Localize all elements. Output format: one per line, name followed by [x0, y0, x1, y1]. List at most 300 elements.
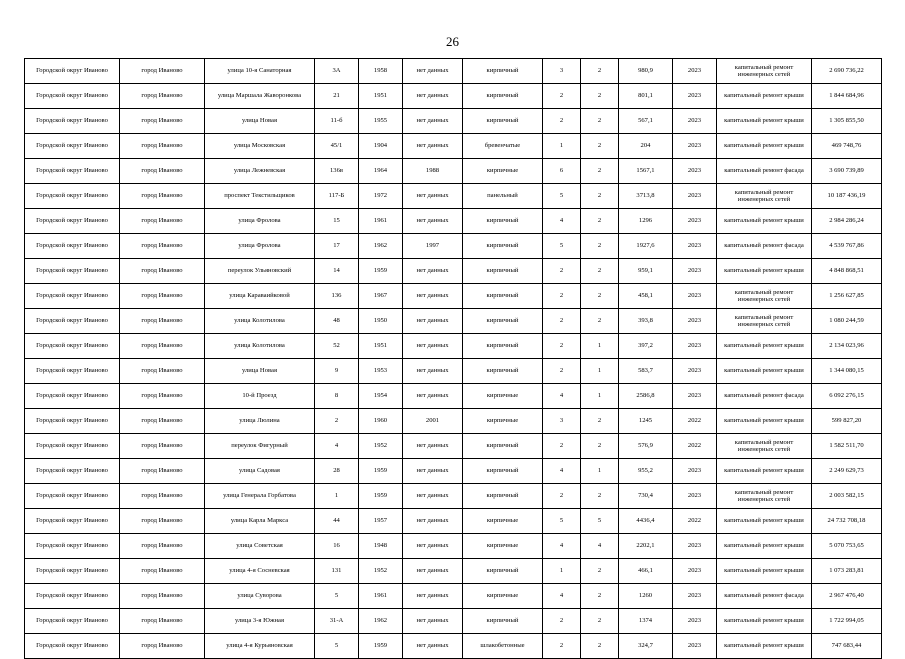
- year-built-cell: 1972: [359, 184, 403, 209]
- settlement-cell: город Иваново: [120, 434, 205, 459]
- district-cell: Городской округ Иваново: [25, 584, 120, 609]
- district-cell: Городской округ Иваново: [25, 434, 120, 459]
- last-repair-year-cell: нет данных: [403, 484, 463, 509]
- work-type-cell: капитальный ремонт инженерных сетей: [717, 434, 812, 459]
- cost-cell: 1 582 511,70: [812, 434, 882, 459]
- repair-year-cell: 2023: [673, 159, 717, 184]
- entrances-cell: 2: [581, 109, 619, 134]
- settlement-cell: город Иваново: [120, 609, 205, 634]
- settlement-cell: город Иваново: [120, 184, 205, 209]
- floors-cell: 3: [543, 59, 581, 84]
- repair-year-cell: 2023: [673, 534, 717, 559]
- cost-cell: 24 732 708,18: [812, 509, 882, 534]
- entrances-cell: 2: [581, 434, 619, 459]
- cost-cell: 1 344 080,15: [812, 359, 882, 384]
- entrances-cell: 2: [581, 184, 619, 209]
- table-row: [25, 584, 882, 609]
- page-number: 26: [446, 34, 459, 49]
- work-type-cell: капитальный ремонт фасада: [717, 584, 812, 609]
- wall-material-cell: кирпичный: [463, 209, 543, 234]
- work-type-cell: капитальный ремонт фасада: [717, 384, 812, 409]
- district-cell: Городской округ Иваново: [25, 234, 120, 259]
- cost-cell: 1 722 994,05: [812, 609, 882, 634]
- settlement-cell: город Иваново: [120, 259, 205, 284]
- settlement-cell: город Иваново: [120, 484, 205, 509]
- entrances-cell: 1: [581, 384, 619, 409]
- last-repair-year-cell: нет данных: [403, 584, 463, 609]
- entrances-cell: 2: [581, 159, 619, 184]
- entrances-cell: 4: [581, 534, 619, 559]
- table-row: [25, 134, 882, 159]
- floors-cell: 2: [543, 359, 581, 384]
- floors-cell: 2: [543, 434, 581, 459]
- last-repair-year-cell: нет данных: [403, 434, 463, 459]
- year-built-cell: 1955: [359, 109, 403, 134]
- area-cell: 1567,1: [619, 159, 673, 184]
- house-number-cell: 17: [315, 234, 359, 259]
- table-row: [25, 409, 882, 434]
- street-cell: улица Фролова: [205, 209, 315, 234]
- street-cell: проспект Текстильщиков: [205, 184, 315, 209]
- cost-cell: 2 690 736,22: [812, 59, 882, 84]
- wall-material-cell: кирпичный: [463, 59, 543, 84]
- year-built-cell: 1954: [359, 384, 403, 409]
- table-row: [25, 334, 882, 359]
- area-cell: 466,1: [619, 559, 673, 584]
- area-cell: 1296: [619, 209, 673, 234]
- entrances-cell: 1: [581, 459, 619, 484]
- table-row: [25, 359, 882, 384]
- repair-year-cell: 2022: [673, 509, 717, 534]
- work-type-cell: капитальный ремонт крыши: [717, 559, 812, 584]
- floors-cell: 2: [543, 609, 581, 634]
- wall-material-cell: кирпичный: [463, 84, 543, 109]
- area-cell: 2586,8: [619, 384, 673, 409]
- street-cell: улица Маршала Жаворонкова: [205, 84, 315, 109]
- district-cell: Городской округ Иваново: [25, 309, 120, 334]
- table-row: [25, 434, 882, 459]
- work-type-cell: капитальный ремонт крыши: [717, 134, 812, 159]
- entrances-cell: 1: [581, 359, 619, 384]
- table-row: [25, 184, 882, 209]
- floors-cell: 2: [543, 284, 581, 309]
- settlement-cell: город Иваново: [120, 134, 205, 159]
- district-cell: Городской округ Иваново: [25, 534, 120, 559]
- cost-cell: 747 683,44: [812, 634, 882, 659]
- cost-cell: 1 073 283,81: [812, 559, 882, 584]
- table-body: [25, 59, 882, 659]
- house-number-cell: 21: [315, 84, 359, 109]
- work-type-cell: капитальный ремонт крыши: [717, 109, 812, 134]
- entrances-cell: 2: [581, 609, 619, 634]
- settlement-cell: город Иваново: [120, 159, 205, 184]
- last-repair-year-cell: нет данных: [403, 309, 463, 334]
- work-type-cell: капитальный ремонт инженерных сетей: [717, 184, 812, 209]
- street-cell: переулок Фигурный: [205, 434, 315, 459]
- capital-repair-table: [24, 58, 882, 659]
- year-built-cell: 1962: [359, 609, 403, 634]
- work-type-cell: капитальный ремонт крыши: [717, 359, 812, 384]
- wall-material-cell: кирпичный: [463, 434, 543, 459]
- area-cell: 1260: [619, 584, 673, 609]
- settlement-cell: город Иваново: [120, 459, 205, 484]
- floors-cell: 2: [543, 84, 581, 109]
- settlement-cell: город Иваново: [120, 359, 205, 384]
- repair-year-cell: 2023: [673, 559, 717, 584]
- work-type-cell: капитальный ремонт инженерных сетей: [717, 59, 812, 84]
- wall-material-cell: кирпичные: [463, 409, 543, 434]
- repair-year-cell: 2023: [673, 334, 717, 359]
- year-built-cell: 1958: [359, 59, 403, 84]
- year-built-cell: 1959: [359, 459, 403, 484]
- last-repair-year-cell: нет данных: [403, 84, 463, 109]
- repair-year-cell: 2023: [673, 359, 717, 384]
- area-cell: 4436,4: [619, 509, 673, 534]
- area-cell: 583,7: [619, 359, 673, 384]
- work-type-cell: капитальный ремонт крыши: [717, 634, 812, 659]
- year-built-cell: 1967: [359, 284, 403, 309]
- table-row: [25, 259, 882, 284]
- settlement-cell: город Иваново: [120, 559, 205, 584]
- last-repair-year-cell: нет данных: [403, 259, 463, 284]
- entrances-cell: 2: [581, 284, 619, 309]
- table-row: [25, 209, 882, 234]
- wall-material-cell: кирпичный: [463, 309, 543, 334]
- repair-year-cell: 2023: [673, 234, 717, 259]
- settlement-cell: город Иваново: [120, 634, 205, 659]
- cost-cell: 1 305 855,50: [812, 109, 882, 134]
- year-built-cell: 1961: [359, 584, 403, 609]
- wall-material-cell: панельный: [463, 184, 543, 209]
- street-cell: улица Московская: [205, 134, 315, 159]
- table-row: [25, 109, 882, 134]
- work-type-cell: капитальный ремонт крыши: [717, 459, 812, 484]
- area-cell: 959,1: [619, 259, 673, 284]
- year-built-cell: 1950: [359, 309, 403, 334]
- last-repair-year-cell: нет данных: [403, 209, 463, 234]
- house-number-cell: 9: [315, 359, 359, 384]
- floors-cell: 2: [543, 634, 581, 659]
- floors-cell: 4: [543, 459, 581, 484]
- street-cell: улица Колотилова: [205, 309, 315, 334]
- floors-cell: 6: [543, 159, 581, 184]
- house-number-cell: 8: [315, 384, 359, 409]
- entrances-cell: 2: [581, 259, 619, 284]
- cost-cell: 3 690 739,89: [812, 159, 882, 184]
- street-cell: переулок Ульяновский: [205, 259, 315, 284]
- settlement-cell: город Иваново: [120, 209, 205, 234]
- street-cell: улица Суворова: [205, 584, 315, 609]
- district-cell: Городской округ Иваново: [25, 634, 120, 659]
- house-number-cell: 4: [315, 434, 359, 459]
- floors-cell: 4: [543, 584, 581, 609]
- table-row: [25, 159, 882, 184]
- district-cell: Городской округ Иваново: [25, 409, 120, 434]
- settlement-cell: город Иваново: [120, 409, 205, 434]
- year-built-cell: 1948: [359, 534, 403, 559]
- house-number-cell: 1: [315, 484, 359, 509]
- settlement-cell: город Иваново: [120, 534, 205, 559]
- district-cell: Городской округ Иваново: [25, 509, 120, 534]
- repair-year-cell: 2023: [673, 384, 717, 409]
- street-cell: улица Карла Маркса: [205, 509, 315, 534]
- wall-material-cell: кирпичный: [463, 109, 543, 134]
- street-cell: улица Новая: [205, 109, 315, 134]
- repair-year-cell: 2023: [673, 459, 717, 484]
- district-cell: Городской округ Иваново: [25, 259, 120, 284]
- cost-cell: 10 187 436,19: [812, 184, 882, 209]
- wall-material-cell: кирпичный: [463, 609, 543, 634]
- table-row: [25, 284, 882, 309]
- year-built-cell: 1953: [359, 359, 403, 384]
- entrances-cell: 2: [581, 559, 619, 584]
- work-type-cell: капитальный ремонт крыши: [717, 409, 812, 434]
- last-repair-year-cell: нет данных: [403, 559, 463, 584]
- floors-cell: 4: [543, 534, 581, 559]
- area-cell: 980,9: [619, 59, 673, 84]
- settlement-cell: город Иваново: [120, 509, 205, 534]
- street-cell: улица Колотилова: [205, 334, 315, 359]
- street-cell: улица 4-я Сосневская: [205, 559, 315, 584]
- street-cell: улица Караваийковой: [205, 284, 315, 309]
- work-type-cell: капитальный ремонт крыши: [717, 509, 812, 534]
- table-row: [25, 534, 882, 559]
- entrances-cell: 1: [581, 334, 619, 359]
- street-cell: улица 10-я Санаторная: [205, 59, 315, 84]
- work-type-cell: капитальный ремонт крыши: [717, 84, 812, 109]
- cost-cell: 5 070 753,65: [812, 534, 882, 559]
- work-type-cell: капитальный ремонт крыши: [717, 534, 812, 559]
- floors-cell: 2: [543, 334, 581, 359]
- floors-cell: 4: [543, 384, 581, 409]
- cost-cell: 469 748,76: [812, 134, 882, 159]
- floors-cell: 2: [543, 309, 581, 334]
- floors-cell: 1: [543, 134, 581, 159]
- floors-cell: 2: [543, 109, 581, 134]
- settlement-cell: город Иваново: [120, 384, 205, 409]
- table-row: [25, 309, 882, 334]
- wall-material-cell: кирпичный: [463, 459, 543, 484]
- cost-cell: 1 256 627,85: [812, 284, 882, 309]
- cost-cell: 2 984 286,24: [812, 209, 882, 234]
- entrances-cell: 2: [581, 134, 619, 159]
- wall-material-cell: кирпичные: [463, 584, 543, 609]
- house-number-cell: 2: [315, 409, 359, 434]
- settlement-cell: город Иваново: [120, 584, 205, 609]
- repair-year-cell: 2023: [673, 309, 717, 334]
- last-repair-year-cell: нет данных: [403, 359, 463, 384]
- wall-material-cell: кирпичные: [463, 534, 543, 559]
- street-cell: улица Советская: [205, 534, 315, 559]
- house-number-cell: 5: [315, 584, 359, 609]
- district-cell: Городской округ Иваново: [25, 159, 120, 184]
- floors-cell: 2: [543, 484, 581, 509]
- area-cell: 204: [619, 134, 673, 159]
- repair-year-cell: 2023: [673, 584, 717, 609]
- wall-material-cell: шлакобетонные: [463, 634, 543, 659]
- entrances-cell: 2: [581, 584, 619, 609]
- work-type-cell: капитальный ремонт крыши: [717, 209, 812, 234]
- last-repair-year-cell: 2001: [403, 409, 463, 434]
- street-cell: улица Лежневская: [205, 159, 315, 184]
- house-number-cell: 5: [315, 634, 359, 659]
- district-cell: Городской округ Иваново: [25, 184, 120, 209]
- house-number-cell: 52: [315, 334, 359, 359]
- repair-year-cell: 2023: [673, 109, 717, 134]
- house-number-cell: 136: [315, 284, 359, 309]
- district-cell: Городской округ Иваново: [25, 109, 120, 134]
- table-row: [25, 234, 882, 259]
- year-built-cell: 1951: [359, 84, 403, 109]
- area-cell: 730,4: [619, 484, 673, 509]
- entrances-cell: 2: [581, 484, 619, 509]
- last-repair-year-cell: нет данных: [403, 334, 463, 359]
- district-cell: Городской округ Иваново: [25, 384, 120, 409]
- district-cell: Городской округ Иваново: [25, 209, 120, 234]
- area-cell: 801,1: [619, 84, 673, 109]
- cost-cell: 1 080 244,59: [812, 309, 882, 334]
- wall-material-cell: бревенчатые: [463, 134, 543, 159]
- table-row: [25, 384, 882, 409]
- cost-cell: 1 844 684,96: [812, 84, 882, 109]
- repair-year-cell: 2023: [673, 284, 717, 309]
- year-built-cell: 1959: [359, 634, 403, 659]
- work-type-cell: капитальный ремонт инженерных сетей: [717, 484, 812, 509]
- last-repair-year-cell: нет данных: [403, 384, 463, 409]
- table-row: [25, 609, 882, 634]
- repair-year-cell: 2023: [673, 634, 717, 659]
- wall-material-cell: кирпичный: [463, 259, 543, 284]
- cost-cell: 2 134 023,96: [812, 334, 882, 359]
- cost-cell: 6 092 276,15: [812, 384, 882, 409]
- table-row: [25, 509, 882, 534]
- area-cell: 393,8: [619, 309, 673, 334]
- wall-material-cell: кирпичные: [463, 509, 543, 534]
- last-repair-year-cell: нет данных: [403, 459, 463, 484]
- wall-material-cell: кирпичные: [463, 159, 543, 184]
- area-cell: 458,1: [619, 284, 673, 309]
- table-row: [25, 484, 882, 509]
- district-cell: Городской округ Иваново: [25, 559, 120, 584]
- wall-material-cell: кирпичный: [463, 334, 543, 359]
- work-type-cell: капитальный ремонт инженерных сетей: [717, 284, 812, 309]
- street-cell: 10-й Проезд: [205, 384, 315, 409]
- work-type-cell: капитальный ремонт инженерных сетей: [717, 309, 812, 334]
- table-row: [25, 459, 882, 484]
- settlement-cell: город Иваново: [120, 234, 205, 259]
- last-repair-year-cell: нет данных: [403, 534, 463, 559]
- repair-year-cell: 2023: [673, 484, 717, 509]
- work-type-cell: капитальный ремонт крыши: [717, 334, 812, 359]
- entrances-cell: 2: [581, 209, 619, 234]
- floors-cell: 2: [543, 259, 581, 284]
- street-cell: улица Фролова: [205, 234, 315, 259]
- table-row: [25, 59, 882, 84]
- year-built-cell: 1952: [359, 434, 403, 459]
- district-cell: Городской округ Иваново: [25, 459, 120, 484]
- cost-cell: 599 827,20: [812, 409, 882, 434]
- wall-material-cell: кирпичные: [463, 384, 543, 409]
- cost-cell: 2 003 582,15: [812, 484, 882, 509]
- repair-year-cell: 2023: [673, 609, 717, 634]
- repair-year-cell: 2022: [673, 409, 717, 434]
- settlement-cell: город Иваново: [120, 59, 205, 84]
- wall-material-cell: кирпичный: [463, 359, 543, 384]
- last-repair-year-cell: 1997: [403, 234, 463, 259]
- wall-material-cell: кирпичный: [463, 484, 543, 509]
- area-cell: 1374: [619, 609, 673, 634]
- cost-cell: 4 539 767,86: [812, 234, 882, 259]
- settlement-cell: город Иваново: [120, 284, 205, 309]
- house-number-cell: 44: [315, 509, 359, 534]
- last-repair-year-cell: нет данных: [403, 134, 463, 159]
- cost-cell: 2 249 629,73: [812, 459, 882, 484]
- year-built-cell: 1904: [359, 134, 403, 159]
- house-number-cell: 31-А: [315, 609, 359, 634]
- district-cell: Городской округ Иваново: [25, 334, 120, 359]
- floors-cell: 5: [543, 184, 581, 209]
- area-cell: 567,1: [619, 109, 673, 134]
- district-cell: Городской округ Иваново: [25, 59, 120, 84]
- entrances-cell: 2: [581, 309, 619, 334]
- last-repair-year-cell: нет данных: [403, 109, 463, 134]
- repair-year-cell: 2023: [673, 84, 717, 109]
- house-number-cell: 45/1: [315, 134, 359, 159]
- street-cell: улица Генерала Горбатова: [205, 484, 315, 509]
- house-number-cell: 28: [315, 459, 359, 484]
- house-number-cell: 16: [315, 534, 359, 559]
- floors-cell: 5: [543, 234, 581, 259]
- area-cell: 397,2: [619, 334, 673, 359]
- year-built-cell: 1952: [359, 559, 403, 584]
- floors-cell: 3: [543, 409, 581, 434]
- entrances-cell: 2: [581, 59, 619, 84]
- settlement-cell: город Иваново: [120, 84, 205, 109]
- house-number-cell: 15: [315, 209, 359, 234]
- area-cell: 955,2: [619, 459, 673, 484]
- settlement-cell: город Иваново: [120, 334, 205, 359]
- entrances-cell: 2: [581, 84, 619, 109]
- last-repair-year-cell: нет данных: [403, 634, 463, 659]
- year-built-cell: 1964: [359, 159, 403, 184]
- house-number-cell: 117-Б: [315, 184, 359, 209]
- last-repair-year-cell: нет данных: [403, 184, 463, 209]
- repair-year-cell: 2022: [673, 434, 717, 459]
- area-cell: 3713,8: [619, 184, 673, 209]
- wall-material-cell: кирпичный: [463, 284, 543, 309]
- year-built-cell: 1962: [359, 234, 403, 259]
- entrances-cell: 2: [581, 234, 619, 259]
- entrances-cell: 5: [581, 509, 619, 534]
- wall-material-cell: кирпичный: [463, 234, 543, 259]
- capital-repair-table-container: [24, 58, 881, 659]
- house-number-cell: 11-б: [315, 109, 359, 134]
- repair-year-cell: 2023: [673, 134, 717, 159]
- area-cell: 2202,1: [619, 534, 673, 559]
- street-cell: улица 3-я Южная: [205, 609, 315, 634]
- floors-cell: 5: [543, 509, 581, 534]
- last-repair-year-cell: нет данных: [403, 284, 463, 309]
- street-cell: улица Садовая: [205, 459, 315, 484]
- table-row: [25, 634, 882, 659]
- area-cell: 324,7: [619, 634, 673, 659]
- entrances-cell: 2: [581, 409, 619, 434]
- area-cell: 1927,6: [619, 234, 673, 259]
- floors-cell: 4: [543, 209, 581, 234]
- last-repair-year-cell: нет данных: [403, 59, 463, 84]
- repair-year-cell: 2023: [673, 259, 717, 284]
- area-cell: 576,9: [619, 434, 673, 459]
